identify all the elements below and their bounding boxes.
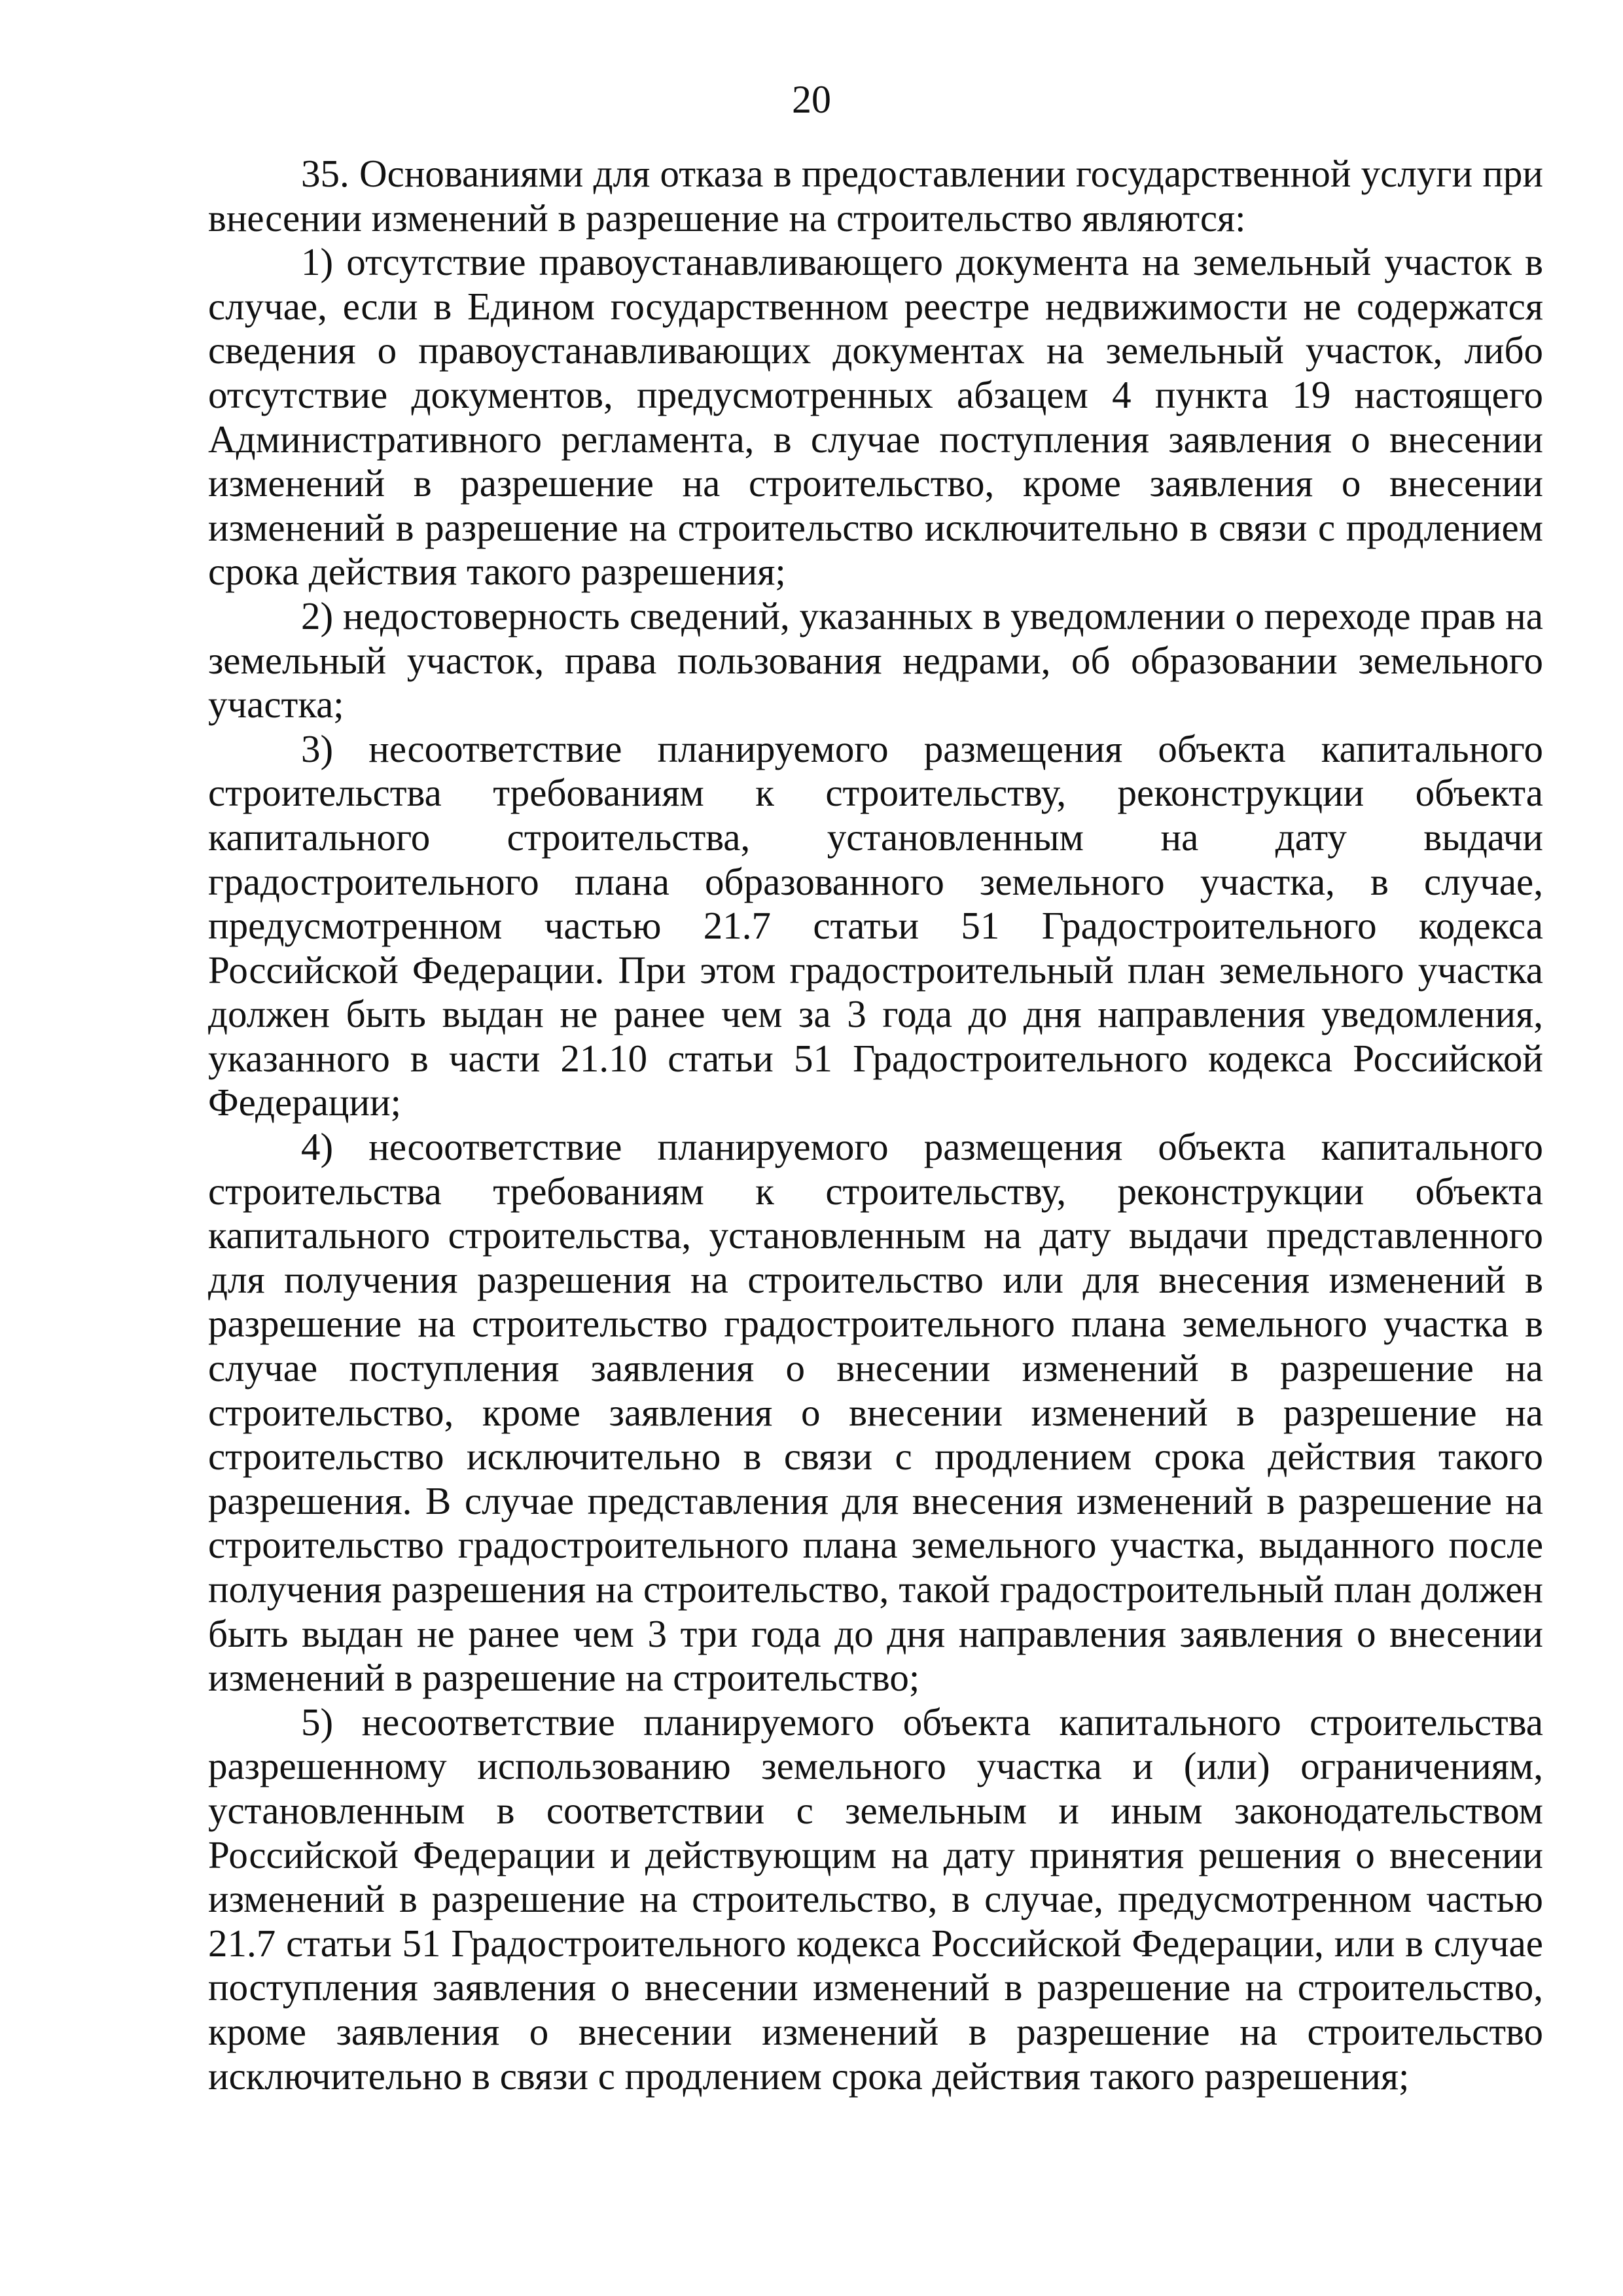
document-body [208,152,1543,2098]
paragraph-35-intro: 35. Основаниями для отказа в предоставлении государственной услуги при внесении изменений в разрешение на строительство являются: [208,152,1543,240]
list-item-2: 2) недостоверность сведений, указанных в уведомлении о переходе прав на земельный участок, права пользования недрами, об образовании земельного участка; [208,594,1543,726]
list-item-1: 1) отсутствие правоустанавливающего документа на земельный участок в случае, если в Едином государственном реестре недвижимости не содержатся сведения о правоустанавливающих документах на земельный участок, либо отсутствие документов, предусмотренных абзацем 4 пункта 19 настоящего Административного регламента, в случае поступления заявления о внесении изменений в разрешение на строительство, кроме заявления о внесении изменений в разрешение на строительство исключительно в связи с продлением срока действия такого разрешения; [208,240,1543,594]
list-item-3: 3) несоответствие планируемого размещения объекта капитального строительства требованиям к строительству, реконструкции объекта капитального строительства, установленным на дату выдачи градостроительного плана образованного земельного участка, в случае, предусмотренном частью 21.7 статьи 51 Градостроительного кодекса Российской Федерации. При этом градостроительный план земельного участка должен быть выдан не ранее чем за 3 года до дня направления уведомления, указанного в части 21.10 статьи 51 Градостроительного кодекса Российской Федерации; [208,726,1543,1124]
list-item-5: 5) несоответствие планируемого объекта капитального строительства разрешенному использованию земельного участка и (или) ограничениям, установленным в соответствии с земельным и иным законодательством Российской Федерации и действующим на дату принятия решения о внесении изменений в разрешение на строительство, в случае, предусмотренном частью 21.7 статьи 51 Градостроительного кодекса Российской Федерации, или в случае поступления заявления о внесении изменений в разрешение на строительство, кроме заявления о внесении изменений в разрешение на строительство исключительно в связи с продлением срока действия такого разрешения; [208,1700,1543,2098]
page-number: 20 [792,78,831,121]
list-item-4: 4) несоответствие планируемого размещения объекта капитального строительства требованиям к строительству, реконструкции объекта капитального строительства, установленным на дату выдачи представленного для получения разрешения на строительство или для внесения изменений в разрешение на строительство градостроительного плана земельного участка в случае поступления заявления о внесении изменений в разрешение на строительство, кроме заявления о внесении изменений в разрешение на строительство исключительно в связи с продлением срока действия такого разрешения. В случае представления для внесения изменений в разрешение на строительство градостроительного плана земельного участка, выданного после получения разрешения на строительство, такой градостроительный план должен быть выдан не ранее чем 3 три года до дня направления заявления о внесении изменений в разрешение на строительство; [208,1125,1543,1700]
